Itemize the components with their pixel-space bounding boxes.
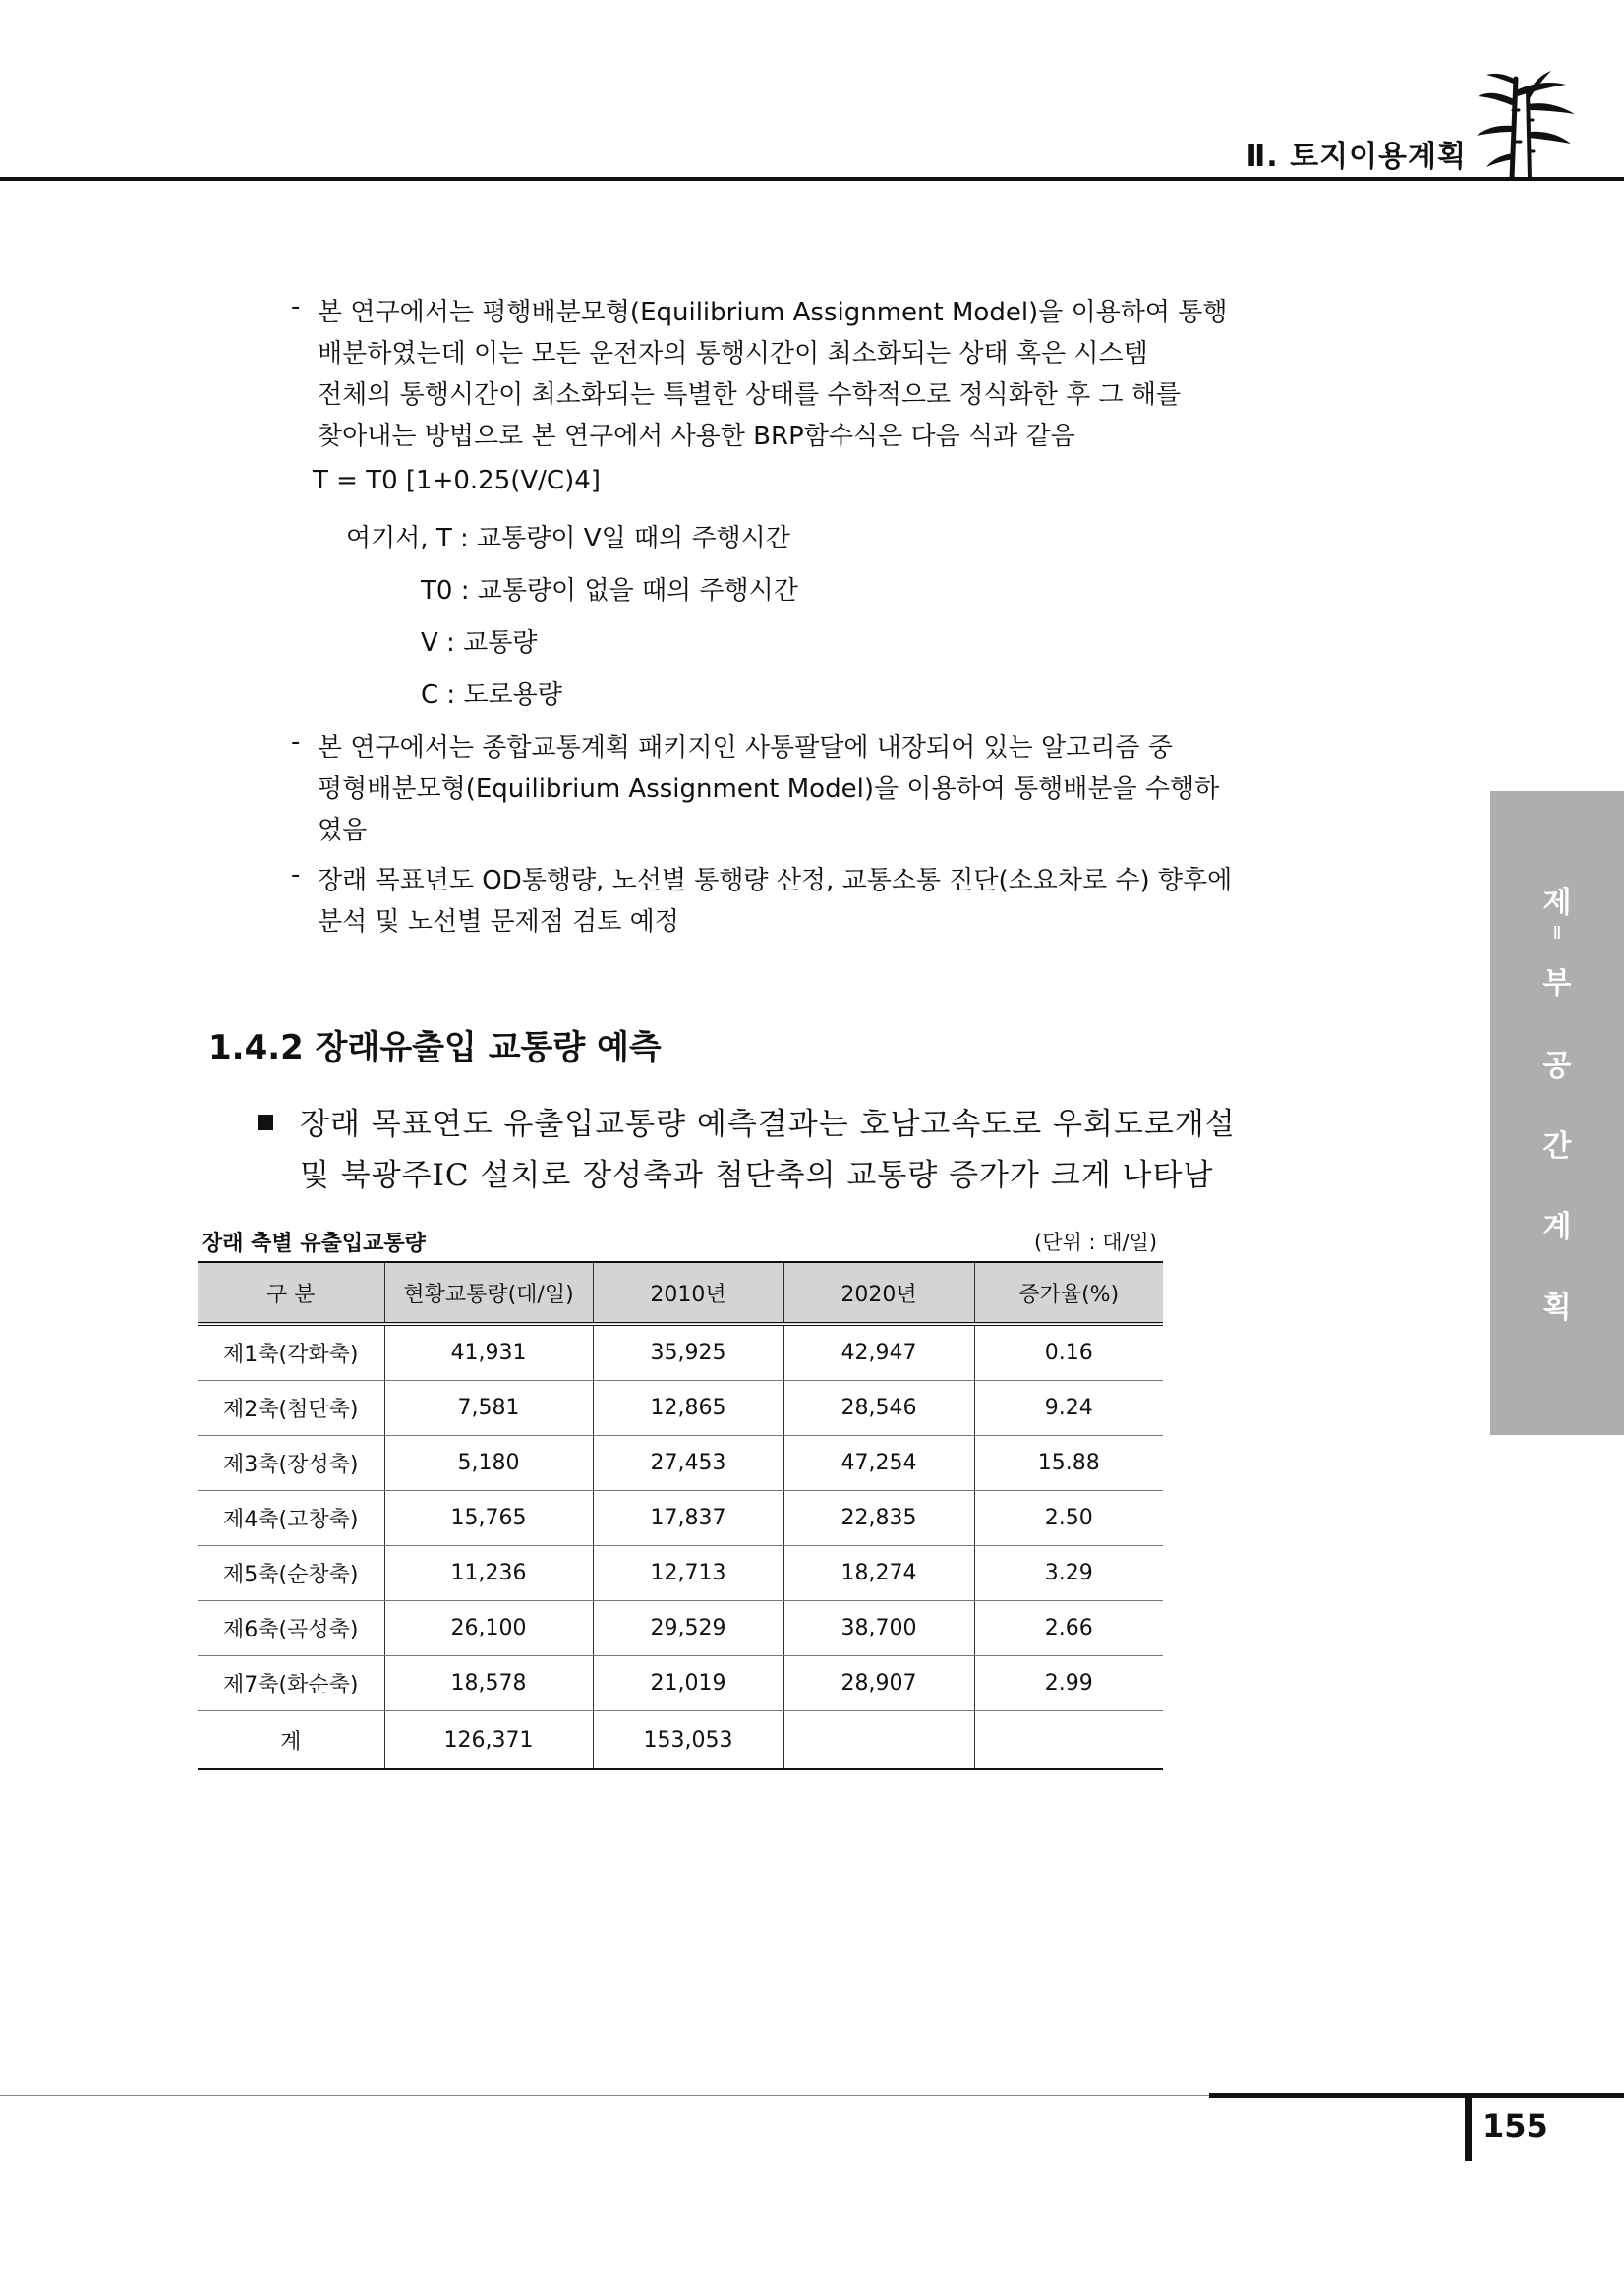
table-cell: 18,274 [783,1546,974,1601]
side-tab-char: 획 [1542,1291,1572,1325]
table-cell: 22,835 [783,1491,974,1546]
table-cell: 제7축(화순축) [198,1656,384,1711]
table-header-row [198,1262,1163,1324]
bullet-dash: - [291,727,301,757]
table-unit: (단위 : 대/일) [1034,1231,1158,1254]
side-tab-char: 공 [1542,1049,1572,1083]
table-caption: 장래 축별 유출입교통량 [202,1232,426,1256]
table-cell: 2.50 [974,1491,1163,1546]
table-row [198,1381,1163,1436]
formula-where-line: T0 : 교통량이 없을 때의 주행시간 [421,576,798,605]
table-cell: 2.66 [974,1601,1163,1656]
paragraph-line: 본 연구에서는 평행배분모형(Equilibrium Assignment Model)을 이용하여 통행 [318,298,1228,327]
table-cell [974,1711,1163,1770]
table-cell: 5,180 [384,1436,593,1491]
table-cell: 12,713 [593,1546,783,1601]
table-row [198,1491,1163,1546]
bullet-dash: - [291,860,301,890]
table-cell: 3.29 [974,1546,1163,1601]
table-header-cell: 2010년 [593,1262,783,1324]
paragraph-line: 분석 및 노선별 문제점 검토 예정 [318,907,679,937]
table-cell: 제6축(곡성축) [198,1601,384,1656]
table-cell: 26,100 [384,1601,593,1656]
paragraph-line: 찾아내는 방법으로 본 연구에서 사용한 BRP함수식은 다음 식과 같음 [318,422,1075,451]
table-cell: 126,371 [384,1711,593,1770]
side-tab-char: Ⅱ [1552,923,1562,944]
traffic-table [198,1261,1163,1770]
table-cell: 제3축(장성축) [198,1436,384,1491]
table-cell: 15.88 [974,1436,1163,1491]
table-header-cell: 구 분 [198,1262,384,1324]
formula-where-line: C : 도로용량 [421,680,562,710]
table-cell: 153,053 [593,1711,783,1770]
table-cell: 38,700 [783,1601,974,1656]
table-total-row [198,1711,1163,1770]
paragraph-line: 였음 [318,816,368,845]
table-cell: 28,546 [783,1381,974,1436]
table-cell: 11,236 [384,1546,593,1601]
section-lead-line: 장래 목표연도 유출입교통량 예측결과는 호남고속도로 우회도로개설 [300,1107,1236,1142]
table-row [198,1656,1163,1711]
table-cell: 9.24 [974,1381,1163,1436]
table-cell [783,1711,974,1770]
formula-equation: T = T0 [1+0.25(V/C)4] [313,466,601,495]
table-cell: 제2축(첨단축) [198,1381,384,1436]
table-cell: 제4축(고창축) [198,1491,384,1546]
page-number-bar [1465,2093,1472,2161]
square-bullet-icon [258,1115,273,1130]
table-cell: 15,765 [384,1491,593,1546]
side-tab-char: 간 [1542,1129,1572,1164]
header-rule [0,177,1624,181]
table-row [198,1601,1163,1656]
table-header-cell: 증가율(%) [974,1262,1163,1324]
chapter-title: Ⅱ. 토지이용계획 [1246,140,1467,174]
table-header-cell: 현황교통량(대/일) [384,1262,593,1324]
table-cell: 0.16 [974,1324,1163,1381]
page-number: 155 [1482,2107,1548,2145]
table-cell: 41,931 [384,1324,593,1381]
table-cell: 27,453 [593,1436,783,1491]
formula-where-line: 여기서, T : 교통량이 V일 때의 주행시간 [346,524,790,553]
table-row [198,1324,1163,1381]
part-side-tab [1490,791,1624,1435]
table-cell: 29,529 [593,1601,783,1656]
table-cell: 35,925 [593,1324,783,1381]
table-cell: 17,837 [593,1491,783,1546]
table-row [198,1546,1163,1601]
side-tab-char: 계 [1542,1210,1572,1244]
table-cell: 2.99 [974,1656,1163,1711]
bullet-dash: - [291,292,301,321]
table-header-cell: 2020년 [783,1262,974,1324]
paragraph-line: 평형배분모형(Equilibrium Assignment Model)을 이용하여 통행배분을 수행하 [318,775,1220,804]
footer-thick-rule [1209,2093,1624,2098]
table-row [198,1436,1163,1491]
paragraph-line: 장래 목표년도 OD통행량, 노선별 통행량 산정, 교통소통 진단(소요차로 수) 향후에 [318,866,1233,895]
bamboo-logo-icon [1473,71,1581,181]
table-cell: 21,019 [593,1656,783,1711]
paragraph-line: 배분하였는데 이는 모든 운전자의 통행시간이 최소화되는 상태 혹은 시스템 [318,339,1148,369]
table-cell: 47,254 [783,1436,974,1491]
table-cell: 제5축(순창축) [198,1546,384,1601]
side-tab-char: 제 [1542,886,1572,920]
table-cell: 18,578 [384,1656,593,1711]
footer-rule [0,2095,1209,2096]
section-title: 1.4.2 장래유출입 교통량 예측 [208,1028,662,1067]
paragraph-line: 본 연구에서는 종합교통계획 패키지인 사통팔달에 내장되어 있는 알고리즘 중 [318,733,1173,763]
paragraph-line: 전체의 통행시간이 최소화되는 특별한 상태를 수학적으로 정식화한 후 그 해를 [318,380,1182,410]
table-cell: 42,947 [783,1324,974,1381]
table-cell: 제1축(각화축) [198,1324,384,1381]
formula-where-line: V : 교통량 [421,628,538,658]
table-cell: 28,907 [783,1656,974,1711]
table-cell: 12,865 [593,1381,783,1436]
side-tab-char: 부 [1542,966,1572,1001]
table-cell: 7,581 [384,1381,593,1436]
table-cell: 계 [198,1711,384,1770]
section-lead-line: 및 북광주IC 설치로 장성축과 첨단축의 교통량 증가가 크게 나타남 [300,1158,1214,1193]
